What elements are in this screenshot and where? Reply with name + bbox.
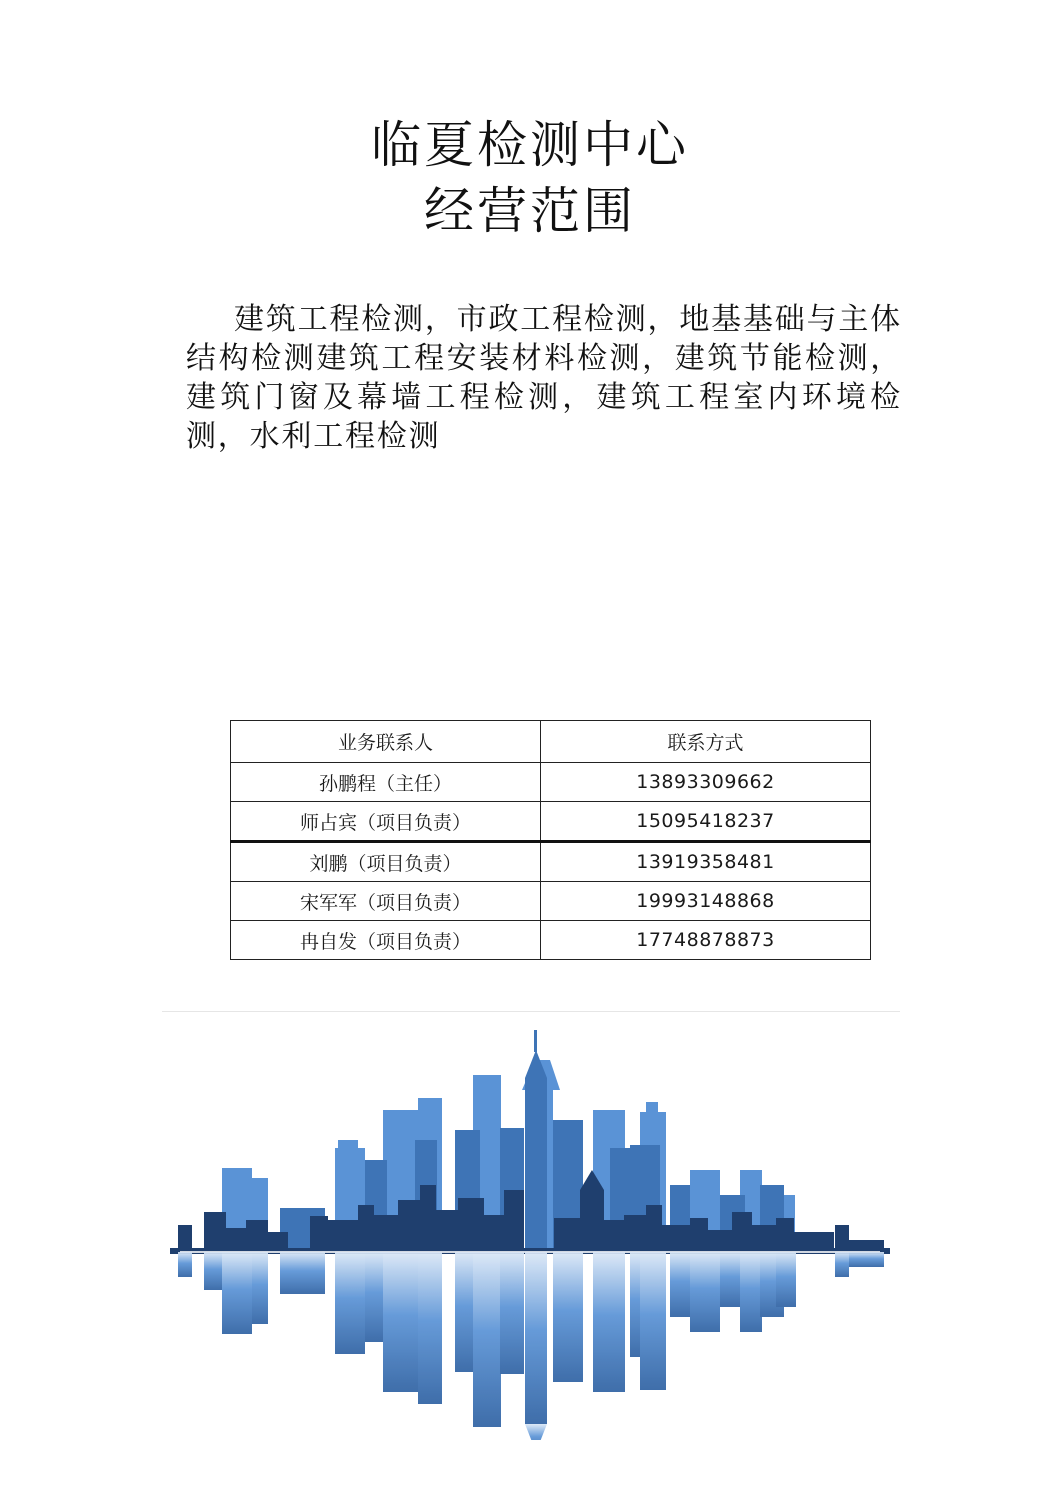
- city-skyline-illustration: [170, 1020, 890, 1440]
- header-contact-person: 业务联系人: [231, 721, 541, 763]
- contact-phone: 13893309662: [541, 763, 871, 802]
- page-subtitle: 经营范围: [424, 182, 636, 240]
- business-scope-paragraph: 建筑工程检测，市政工程检测，地基基础与主体结构检测建筑工程安装材料检测，建筑节能检测，建筑门窗及幕墙工程检测，建筑工程室内环境检测，水利工程检测: [186, 302, 902, 454]
- contact-phone: 17748878873: [541, 921, 871, 960]
- table-row: [231, 763, 871, 802]
- table-row: [231, 921, 871, 960]
- contact-person: 冉自发（项目负责）: [231, 921, 541, 960]
- contact-phone: 13919358481: [541, 842, 871, 882]
- table-row: [231, 882, 871, 921]
- table-header-row: [231, 721, 871, 763]
- contact-phone: 19993148868: [541, 882, 871, 921]
- skyline-reflection: [178, 1252, 884, 1440]
- page-title: 临夏检测中心: [371, 116, 689, 174]
- contact-person: 宋军军（项目负责）: [231, 882, 541, 921]
- table-row: [231, 802, 871, 842]
- contact-person: 孙鹏程（主任）: [231, 763, 541, 802]
- table-row: [231, 842, 871, 882]
- contact-person: 师占宾（项目负责）: [231, 802, 541, 842]
- skyline-buildings: [178, 1030, 884, 1250]
- contact-person: 刘鹏（项目负责）: [231, 842, 541, 882]
- divider-line: [162, 1011, 900, 1012]
- contacts-table: [230, 720, 871, 960]
- contact-phone: 15095418237: [541, 802, 871, 842]
- header-contact-method: 联系方式: [541, 721, 871, 763]
